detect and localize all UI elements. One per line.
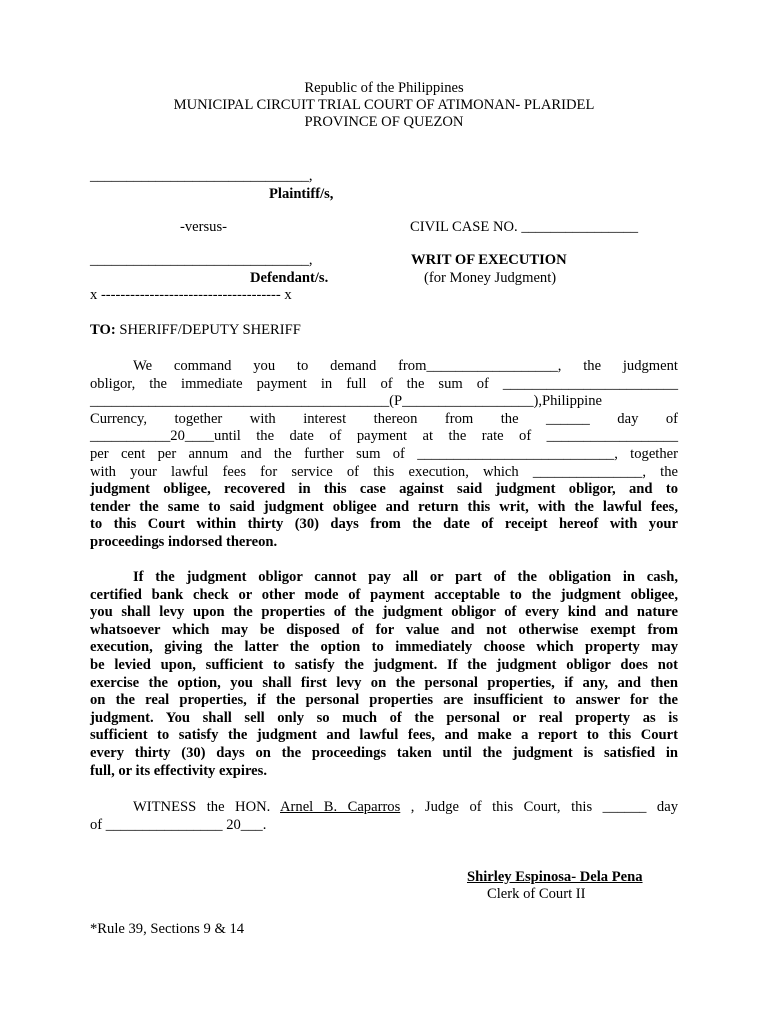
plaintiff-blank: ______________________________,	[90, 168, 313, 184]
defendant-blank: ______________________________,	[90, 252, 313, 268]
header-republic: Republic of the Philippines	[304, 80, 464, 96]
writ-subtitle: (for Money Judgment)	[424, 270, 557, 286]
p2-line: judgment. You shall sell only so much of the personal or real property as is	[90, 709, 678, 726]
p2-line: whatsoever which may be disposed of for value and not otherwise exempt from	[90, 621, 678, 638]
p1-line: ___________20____until the date of payment at the rate of __________________	[90, 428, 678, 445]
p1-line: We command you to demand from__________________, the judgment	[133, 358, 678, 374]
clerk-name: Shirley Espinosa- Dela Pena	[467, 869, 643, 885]
witness-date-line: of ________________ 20___.	[90, 817, 267, 833]
p1-line: to this Court within thirty (30) days from the date of receipt hereof with your	[90, 516, 678, 533]
p1-line: judgment obligee, recovered in this case against said judgment obligor, and to	[90, 481, 678, 498]
p1-line: proceedings indorsed thereon.	[90, 534, 278, 550]
p2-line: execution, giving the latter the option to immediately choose which property may	[90, 639, 678, 656]
p2-line: be levied upon, sufficient to satisfy the judgment. If the judgment obligor does not	[90, 657, 678, 673]
p2-line: you shall levy upon the properties of the judgment obligor of every kind and nature	[90, 604, 678, 621]
writ-title: WRIT OF EXECUTION	[411, 252, 567, 268]
p1-line: _________________________________________(P__________________),Philippine	[90, 393, 602, 410]
footnote-rule: *Rule 39, Sections 9 & 14	[90, 921, 245, 937]
p2-line: certified bank check or other mode of payment acceptable to the judgment obligee,	[90, 586, 678, 603]
to-label: TO:	[90, 322, 116, 338]
civil-case-number: CIVIL CASE NO. ________________	[410, 219, 639, 235]
p1-line: Currency, together with interest thereon from the ______ day of	[90, 410, 678, 427]
judge-name: Arnel B. Caparros	[280, 799, 401, 815]
p2-line: on the real properties, if the personal properties are insufficient to answer for the	[90, 692, 678, 709]
p1-line: per cent per annum and the further sum of ___________________________, together	[90, 446, 678, 462]
defendant-label: Defendant/s.	[250, 270, 329, 286]
p2-line: every thirty (30) days on the proceedings taken until the judgment is satisfied in	[90, 745, 678, 761]
header-court: MUNICIPAL CIRCUIT TRIAL COURT OF ATIMONAN- PLARIDEL	[173, 97, 595, 113]
to-value: SHERIFF/DEPUTY SHERIFF	[119, 322, 301, 338]
p1-line: with your lawful fees for service of this execution, which _______________, the	[90, 463, 678, 480]
p2-line: full, or its effectivity expires.	[90, 762, 267, 779]
witness-suffix: , Judge of this Court, this ______ day	[410, 799, 678, 815]
versus-label: -versus-	[180, 219, 228, 235]
p2-line: sufficient to satisfy the judgment and lawful fees, and make a report to this Court	[90, 727, 678, 744]
witness-prefix: WITNESS the HON.	[133, 799, 271, 815]
p2-line: If the judgment obligor cannot pay all or part of the obligation in cash,	[133, 569, 678, 585]
x-separator: x ------------------------------------- x	[90, 287, 292, 303]
header-province: PROVINCE OF QUEZON	[304, 114, 464, 130]
witness-line	[133, 799, 678, 817]
p1-line: obligor, the immediate payment in full of the sum of ________________________	[90, 375, 678, 392]
addressee	[90, 322, 301, 339]
plaintiff-label: Plaintiff/s,	[269, 186, 334, 202]
p1-line: tender the same to said judgment obligee and return this writ, with the lawful fees,	[90, 498, 678, 515]
p2-line: exercise the option, you shall first levy on the personal properties, if any, and then	[90, 674, 678, 691]
clerk-title: Clerk of Court II	[487, 886, 586, 902]
